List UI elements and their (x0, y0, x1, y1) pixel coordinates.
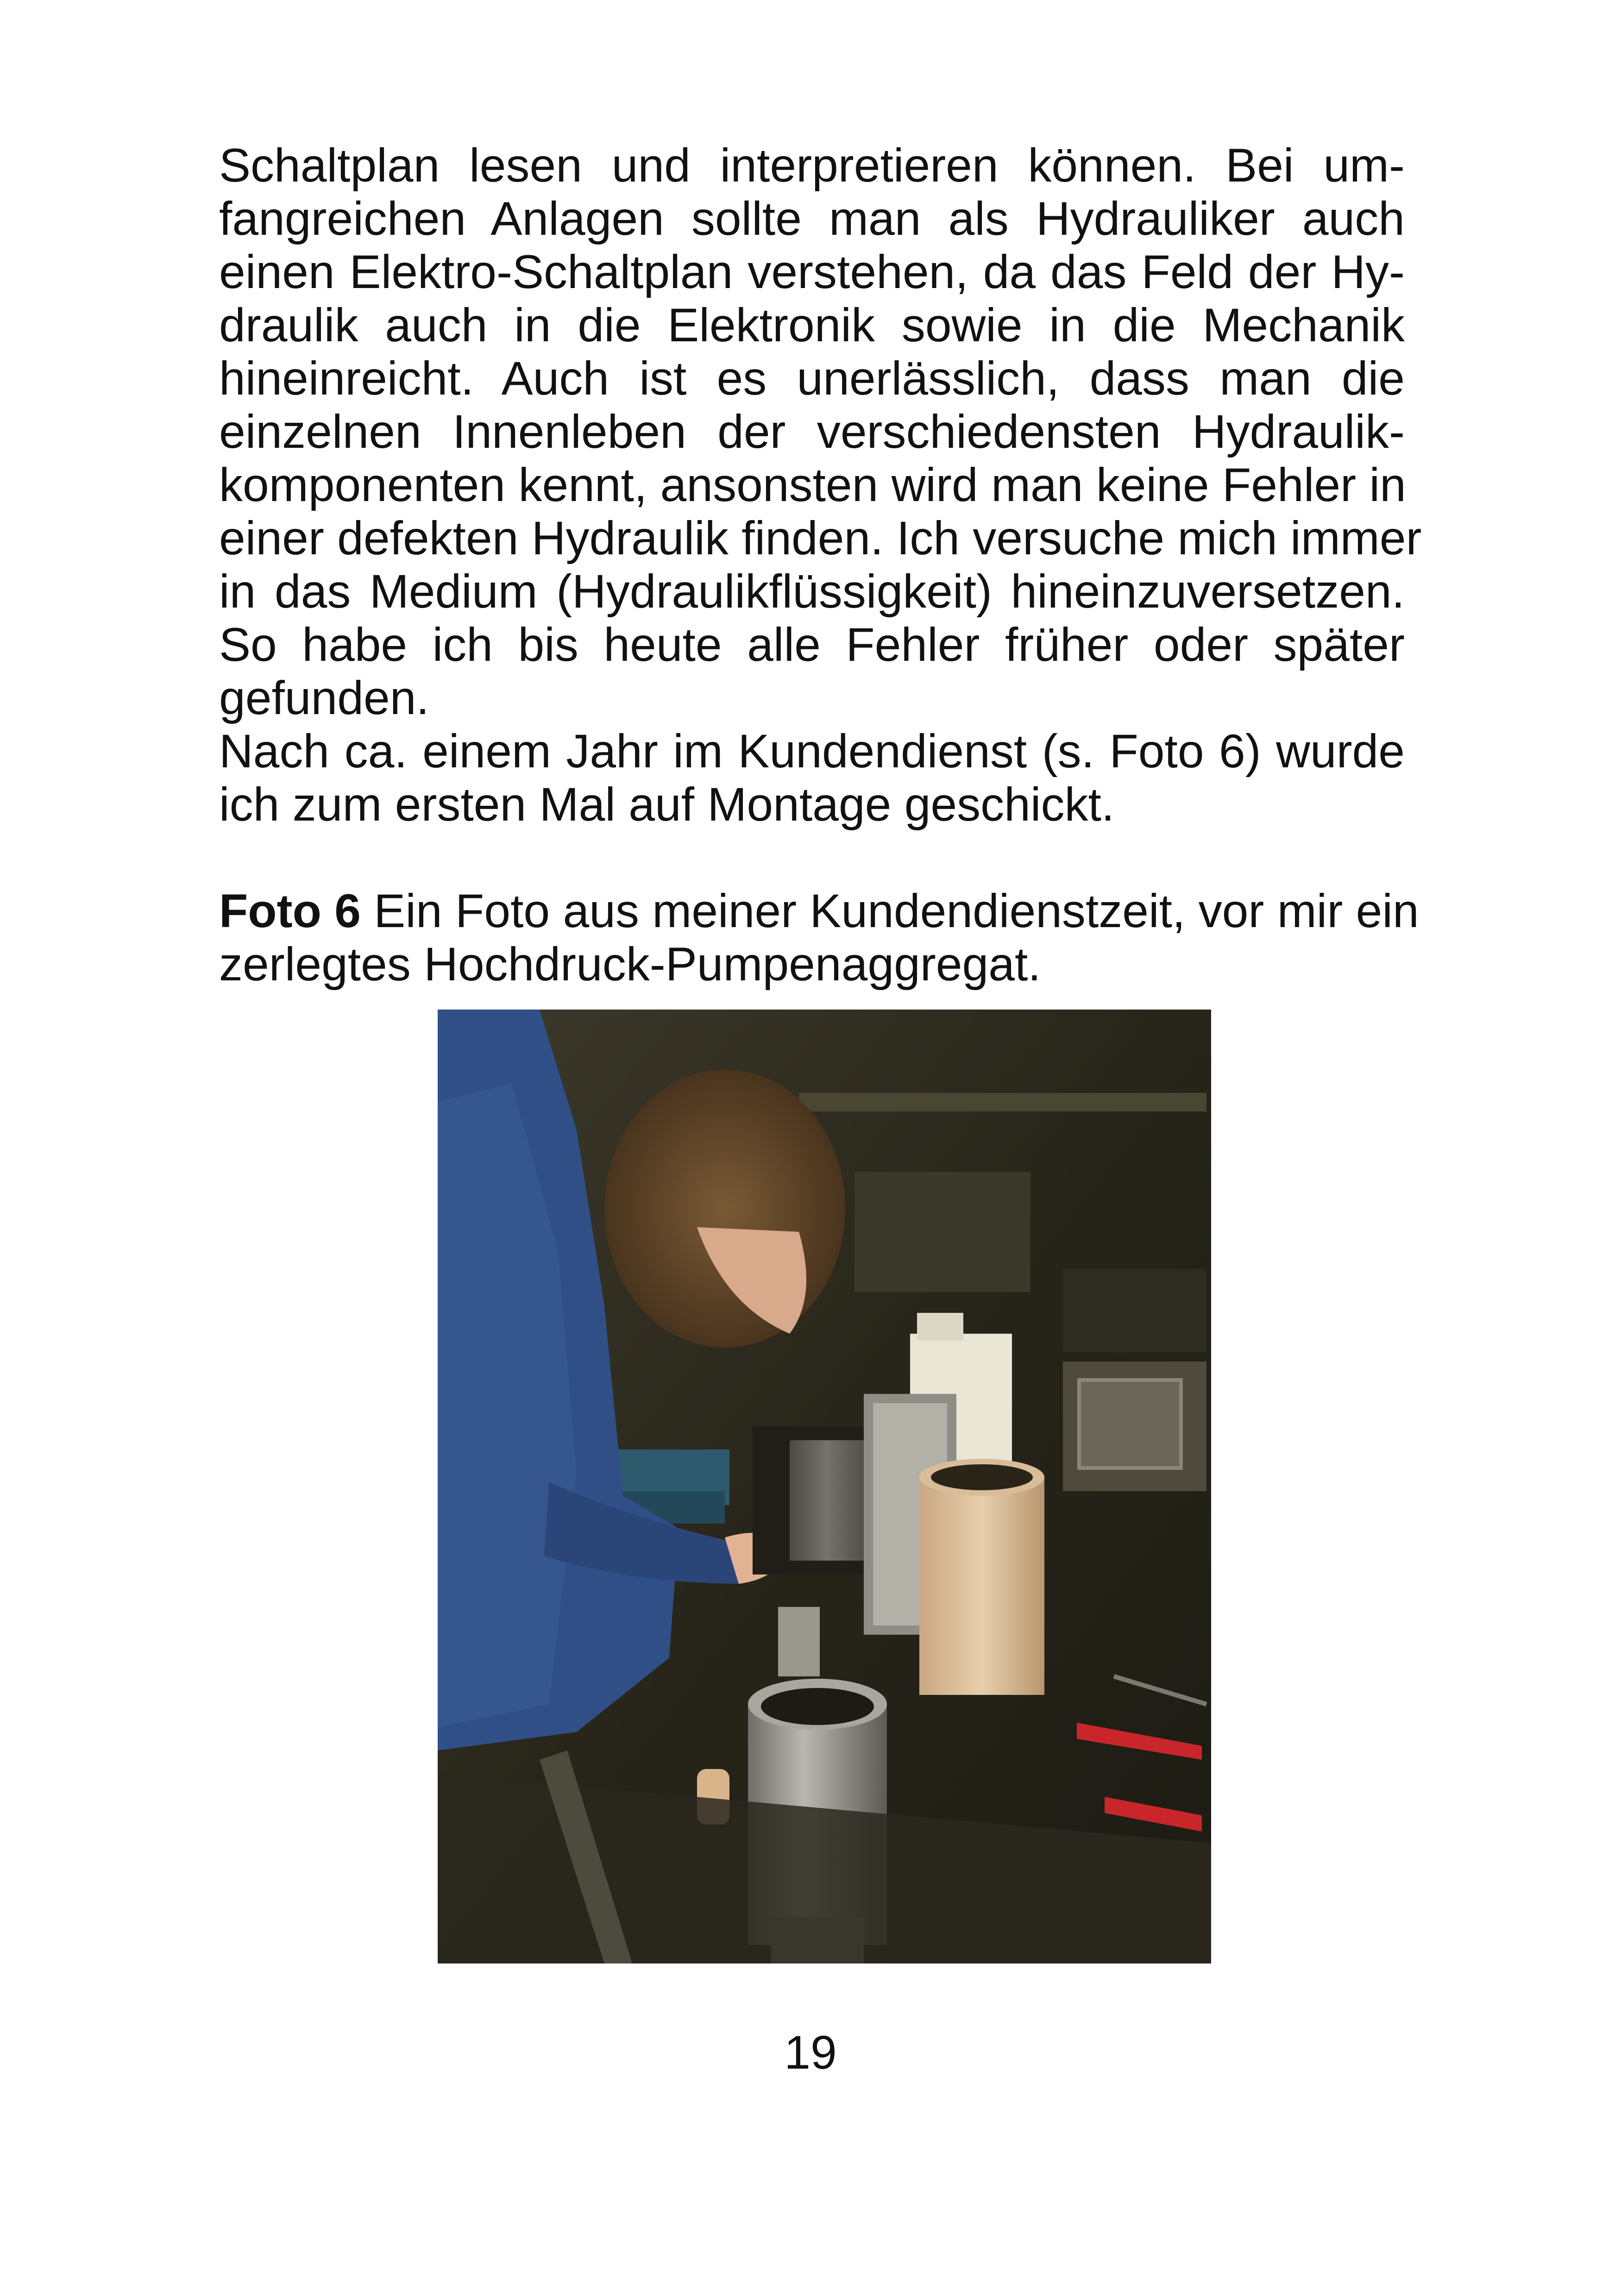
body-line: einer defekten Hydraulik finden. Ich versuche mich immer (219, 512, 1422, 565)
body-text (219, 139, 1422, 991)
body-line: in das Medium (Hydraulikflüssigkeit) hineinzuversetzen. (219, 565, 1405, 618)
body-line: draulik auch in die Elektronik sowie in die Mechanik (219, 299, 1405, 351)
body-line: So habe ich bis heute alle Fehler früher oder später (219, 618, 1405, 671)
body-line: einzelnen Innenleben der verschiedensten Hydraulik- (219, 405, 1405, 458)
body-line: gefunden. (219, 671, 429, 724)
paragraph-line: Nach ca. einem Jahr im Kundendienst (s. Foto 6) wurde (219, 725, 1405, 778)
paragraph-line: ich zum ersten Mal auf Montage geschickt. (219, 778, 1115, 831)
caption-text: Ein Foto aus meiner Kundendienstzeit, vor mir ein (360, 885, 1419, 937)
paragraph-gap (219, 831, 1405, 885)
workshop-photo (438, 1010, 1211, 1964)
caption-line-2: zerlegtes Hochdruck-Pumpenaggregat. (219, 938, 1041, 991)
caption-label: Foto 6 (219, 885, 361, 937)
body-line: einen Elektro-Schaltplan verstehen, da das Feld der Hy- (219, 245, 1405, 298)
page-number: 19 (784, 2026, 837, 2079)
photo-caption (219, 885, 1419, 938)
body-line: fangreichen Anlagen sollte man als Hydrauliker auch (219, 192, 1405, 245)
photo-illustration (438, 1010, 1211, 1964)
body-line: Schaltplan lesen und interpretieren können. Bei um- (219, 139, 1405, 192)
body-line: komponenten kennt, ansonsten wird man keine Fehler in (219, 458, 1406, 511)
body-line: hineinreicht. Auch ist es unerlässlich, dass man die (219, 352, 1405, 405)
